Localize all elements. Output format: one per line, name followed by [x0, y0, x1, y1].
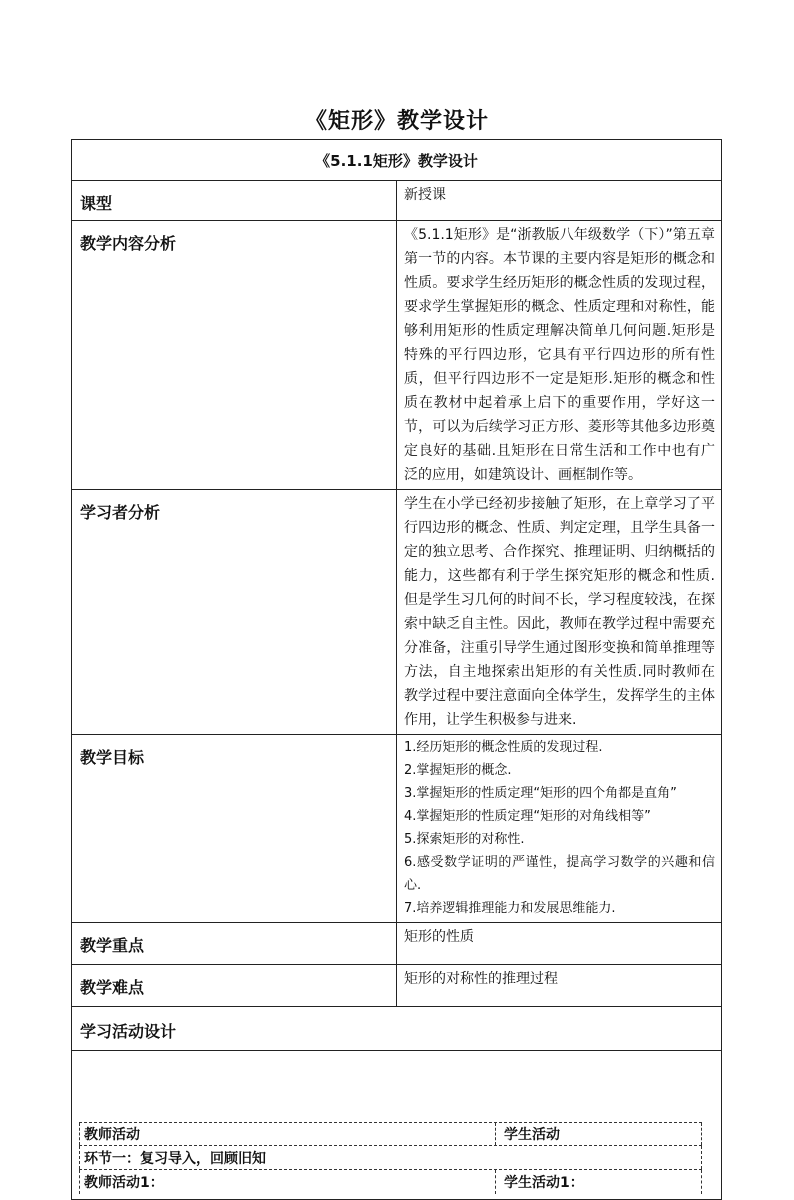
- teacher-activity-1: 教师活动1：: [79, 1170, 496, 1194]
- label-objectives: 教学目标: [72, 735, 397, 923]
- objective-item: 4.掌握矩形的性质定理“矩形的对角线相等”: [404, 809, 651, 824]
- difficulty-text: 矩形的对称性的推理过程: [397, 965, 722, 1007]
- document-title: 《矩形》教学设计: [304, 109, 489, 134]
- objective-item: 5.探索矩形的对称性.: [404, 832, 525, 847]
- label-lesson-type: 课型: [72, 181, 397, 221]
- section-1-title: 环节一：复习导入，回顾旧知: [79, 1146, 702, 1169]
- label-activity-design: 学习活动设计: [72, 1007, 722, 1051]
- objective-item: 1.经历矩形的概念性质的发现过程.: [404, 740, 603, 755]
- activity-table: [79, 1122, 702, 1194]
- content-lesson-type: 新授课: [397, 181, 722, 221]
- learner-analysis-text: 学生在小学已经初步接触了矩形，在上章学习了平行四边形的概念、性质、判定定理，且学生具备一定的独立思考、合作探究、推理证明、归纳概括的能力，这些都有利于学生探究矩形的概念和性质.但是学生习几何的时间不长，学习程度较浅，在探索中缺乏自主性。因此，教师在教学过程中需要充分准备，注重引导学生通过图形变换和简单推理等方法，自主地探索出矩形的有关性质.同时教师在教学过程中要注意面向全体学生，发挥学生的主体作用，让学生积极参与进来.: [397, 490, 722, 735]
- objective-item: 6.感受数学证明的严谨性，提高学习数学的兴趣和信心.: [404, 855, 715, 893]
- objectives-list: [397, 735, 722, 923]
- teacher-activity-header: 教师活动: [79, 1123, 496, 1145]
- label-learner-analysis: 学习者分析: [72, 490, 397, 735]
- objective-item: 2.掌握矩形的概念.: [404, 763, 512, 778]
- label-key-point: 教学重点: [72, 923, 397, 965]
- student-activity-header: 学生活动: [496, 1123, 702, 1145]
- lesson-plan-table: [71, 139, 722, 1200]
- student-activity-1: 学生活动1：: [496, 1170, 702, 1194]
- table-subtitle: 《5.1.1矩形》教学设计: [72, 140, 722, 181]
- objective-item: 3.掌握矩形的性质定理“矩形的四个角都是直角”: [404, 786, 677, 801]
- label-content-analysis: 教学内容分析: [72, 221, 397, 490]
- activity-row-1: [79, 1170, 702, 1194]
- activity-design-cell: [72, 1051, 722, 1200]
- section-row: [79, 1146, 702, 1170]
- key-point-text: 矩形的性质: [397, 923, 722, 965]
- label-difficulty: 教学难点: [72, 965, 397, 1007]
- activity-header-row: [79, 1122, 702, 1146]
- content-analysis-text: 《5.1.1矩形》是“浙教版八年级数学（下）”第五章第一节的内容。本节课的主要内容是矩形的概念和性质。要求学生经历矩形的概念性质的发现过程，要求学生掌握矩形的概念、性质定理和对称性，能够利用矩形的性质定理解决简单几何问题.矩形是特殊的平行四边形，它具有平行四边形的所有性质，但平行四边形不一定是矩形.矩形的概念和性质在教材中起着承上启下的重要作用，学好这一节，可以为后续学习正方形、菱形等其他多边形奠定良好的基础.且矩形在日常生活和工作中也有广泛的应用，如建筑设计、画框制作等。: [397, 221, 722, 490]
- objective-item: 7.培养逻辑推理能力和发展思维能力.: [404, 901, 616, 916]
